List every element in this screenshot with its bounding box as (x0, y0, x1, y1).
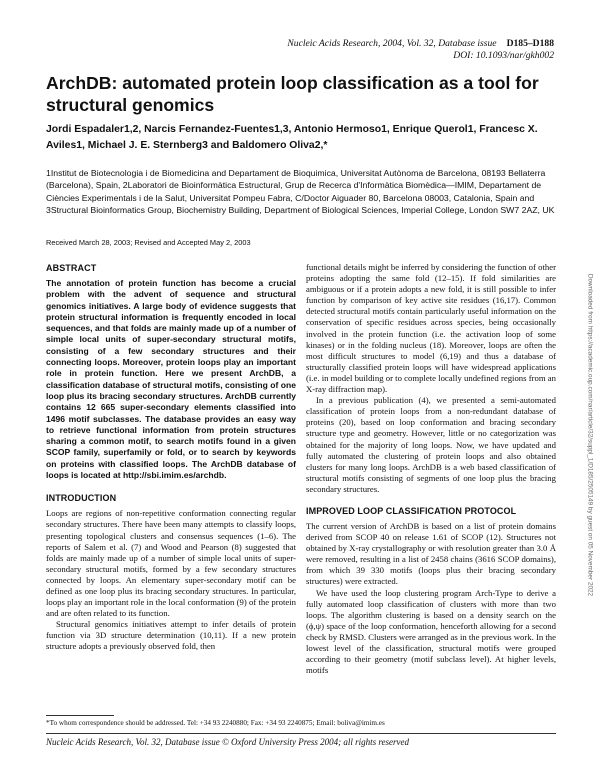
body-paragraph-3: The current version of ArchDB is based on a list of protein domains derived from SCOP 40 on release 1.61 of SCOP (12). Structures not obtained by X-ray crystallography or with resolution greater than 3.0 Å were removed, resulting in a list of 2458 chains (3616 SCOP domains), from which 39 330 motifs (loops plus their bracing secondary structures) were extracted. (306, 520, 556, 587)
abstract-heading: ABSTRACT (46, 263, 97, 273)
download-watermark (584, 200, 596, 670)
introduction-paragraph-1: Loops are regions of non-repetitive conformation connecting regular secondary structures. There have been many attempts to classify loops, presenting topological clusters and consensus sequences (1–6). The reports of Salem et al. (7) and Wood and Pearson (8) suggested that folds are mainly made up of a number of simple local units of super-secondary structural motifs, formed by a few secondary structures connected by loops. An elementary super-secondary motif can be defined as one loop plus its bracing secondary structures. In particular, loops play an important role in the local conformation (9) of the protein and are often related to its function. (46, 508, 296, 619)
footer-divider (46, 733, 556, 734)
doi-line[interactable]: DOI: 10.1093/nar/gkh002 (453, 50, 554, 61)
footnote-divider (46, 715, 114, 716)
body-paragraph-2: In a previous publication (4), we presented a semi-automated classification of protein loops from a non-redundant database of proteins (20), based on loop conformation and bracing secondary structure type and geometry. However, little or no categorization was obtained for the majority of long loops. Now, we have updated and fully automated the clustering of protein loops and also obtained clusters for many long loops. ArchDB is a web based classification of structural motifs consisting of segments of one loop plus the bracing secondary structures. (306, 395, 556, 494)
introduction-heading: INTRODUCTION (46, 493, 117, 504)
received-dates: Received March 28, 2003; Revised and Accepted May 2, 2003 (46, 238, 251, 247)
abstract-text: The annotation of protein function has become a crucial problem with the advent of sequence and structural genomics initiatives. A large body of evidence suggests that protein structural information is frequently encoded in local sequences, and that folds are mainly made up of a number of simple local units of super-secondary structural motifs, consisting of a few secondary structures and their connecting loops. Moreover, protein loops play an important role in protein function. Here we present ArchDB, a classification database of structural motifs, consisting of one loop plus its bracing secondary structures. ArchDB currently contains 12 665 super-secondary elements classified into 1496 motif subclasses. The database provides an easy way to retrieve functional information from protein structures sharing a common motif, to search motifs found in a given SCOP family, superfamily or fold, or to search by keywords on proteins with classified loops. The ArchDB database of loops is located at http://sbi.imim.es/archdb. (46, 278, 296, 481)
page-footer: Nucleic Acids Research, Vol. 32, Database issue © Oxford University Press 2004; all rights reserved (46, 737, 410, 747)
page-range: D185–D188 (506, 38, 554, 49)
author-list: Jordi Espadaler1,2, Narcis Fernandez-Fuentes1,3, Antonio Hermoso1, Enrique Querol1, Francesc X. Aviles1, Michael J. E. Sternberg3 and Baldomero Oliva2,* (46, 124, 538, 151)
left-column (46, 262, 296, 653)
download-watermark-text: Downloaded from https://academic.oup.com/nar/article/32/suppl_1/D185/2505149 by guest on 05 November 2022 (586, 273, 594, 597)
body-paragraph-1: functional details might be inferred by considering the function of other proteins adopting the same fold (12–15). If fold similarities are ambiguous or if a protein adopts a new fold, it is still possible to infer function by comparison of key active site residues (16,17). Common detected structural motifs contain particularly useful information on the conservation of specific residues across species, being occasionally involved in the protein function (i.e. the activation loop of some kinases) or in the folding nucleus (18). Moreover, loops are often the most difficult structures to model (6,19) and thus a database of structurally classified protein loops will have widespread applications (i.e. in model building or to complete locally undefined regions from an X-ray diffraction map). (306, 262, 556, 395)
journal-header (46, 38, 554, 50)
right-column (306, 262, 556, 676)
body-paragraph-4: We have used the loop clustering program Arch-Type to derive a fully automated loop classification of clusters with more than two loops. The algorithm clustering is based on a density search on the (ϕ,ψ) space of the loop conformation, henceforth allowing for a second check by RMSD. Clusters were arranged as in the previous work. In the lowest level of the classification, structural motifs were grouped according to their geometry (motif subclass level). At higher levels, motifs (306, 587, 556, 676)
introduction-paragraph-2: Structural genomics initiatives attempt to infer details of protein function via 3D structure determination (10,11). If a new protein structure adopts a previously observed fold, then (46, 619, 296, 652)
article-title: ArchDB: automated protein loop classification as a tool for structural genomics (46, 73, 539, 115)
journal-citation: Nucleic Acids Research, 2004, Vol. 32, Database issue (287, 38, 497, 49)
correspondence-footnote: *To whom correspondence should be addressed. Tel: +34 93 2240880; Fax: +34 93 2240875; Email: boliva@imim.es (46, 719, 385, 727)
affiliations: 1Institut de Biotecnologia i de Biomedicina and Departament de Bioquimica, Universitat Autònoma de Barcelona, 08193 Bellaterra (Barcelona), Spain, 2Laboratori de Bioinformàtica Estructural, Grup de Recerca d'Informàtica Biomèdica—IMIM, Departament de Ciències Experimentals i de la Salut, Universitat Pompeu Fabra, C/Doctor Aiguader 80, Barcelona 08003, Catalonia, Spain and 3Structural Bioinformatics Group, Biochemistry Building, Department of Biological Sciences, Imperial College, London SW7 2AZ, UK (46, 168, 555, 215)
protocol-heading: IMPROVED LOOP CLASSIFICATION PROTOCOL (306, 505, 517, 516)
